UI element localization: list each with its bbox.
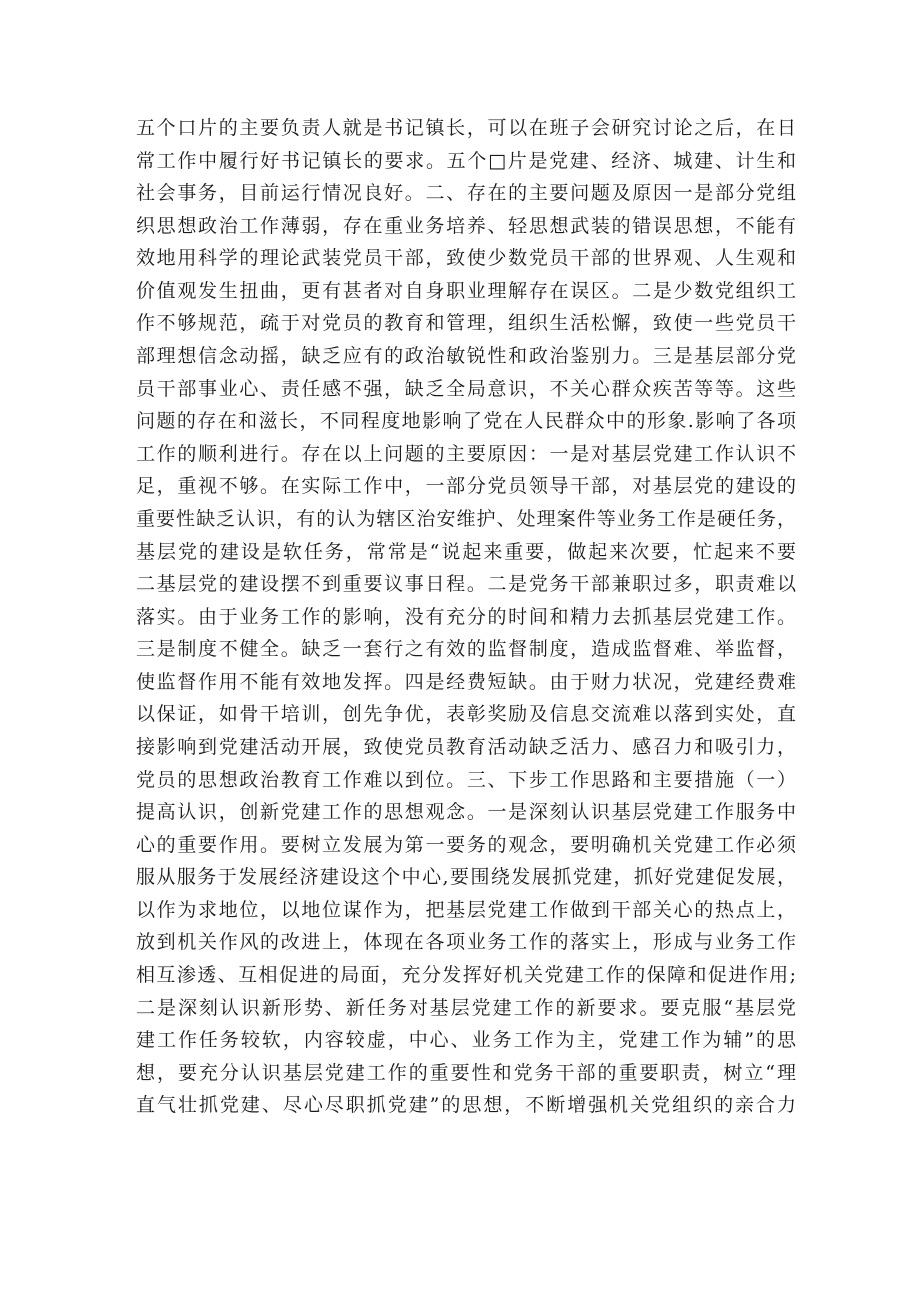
text-line: 基层党的建设是软任务，常常是“说起来重要，做起来次要，忙起来不要 bbox=[136, 540, 796, 563]
text-line: 效地用科学的理论武装党员干部，致使少数党员干部的世界观、人生观和 bbox=[136, 247, 796, 270]
text-line: 党员的思想政治教育工作难以到位。三、下步工作思路和主要措施（一） bbox=[136, 768, 796, 791]
text-line: 重要性缺乏认识，有的认为辖区治安维护、处理案件等业务工作是硬任务， bbox=[136, 507, 796, 530]
text-line: 以保证，如骨干培训，创先争优，表彰奖励及信息交流难以落到实处，直 bbox=[136, 703, 796, 726]
text-line: 相互渗透、互相促进的局面，充分发挥好机关党建工作的保障和促进作用; bbox=[136, 964, 796, 987]
text-line: 想，要充分认识基层党建工作的重要性和党务干部的重要职责，树立“理 bbox=[136, 1061, 796, 1084]
text-line: 员干部事业心、责任感不强，缺乏全局意识，不关心群众疾苦等等。这些 bbox=[136, 377, 796, 400]
text-line: 以作为求地位，以地位谋作为，把基层党建工作做到干部关心的热点上， bbox=[136, 898, 796, 921]
text-line: 部理想信念动摇，缺乏应有的政治敏锐性和政治鉴别力。三是基层部分党 bbox=[136, 345, 796, 368]
text-line: 直气壮抓党建、尽心尽职抓党建”的思想，不断增强机关党组织的亲合力 bbox=[136, 1094, 796, 1117]
text-line: 工作的顺利进行。存在以上问题的主要原因：一是对基层党建工作认识不 bbox=[136, 442, 796, 465]
text-line: 提高认识，创新党建工作的思想观念。一是深刻认识基层党建工作服务中 bbox=[136, 801, 796, 824]
text-line: 社会事务，目前运行情况良好。二、存在的主要问题及原因一是部分党组 bbox=[136, 182, 796, 205]
text-line: 价值观发生扭曲，更有甚者对自身职业理解存在误区。二是少数党组织工 bbox=[136, 279, 796, 302]
text-line: 作不够规范，疏于对党员的教育和管理，组织生活松懈，致使一些党员干 bbox=[136, 312, 796, 335]
text-line: 二是深刻认识新形势、新任务对基层党建工作的新要求。要克服“基层党 bbox=[136, 996, 796, 1019]
text-line: 放到机关作风的改进上，体现在各项业务工作的落实上，形成与业务工作 bbox=[136, 931, 796, 954]
text-line: 心的重要作用。要树立发展为第一要务的观念，要明确机关党建工作必须 bbox=[136, 833, 796, 856]
text-line: 五个口片的主要负责人就是书记镇长，可以在班子会研究讨论之后，在日 bbox=[136, 117, 796, 139]
text-line: 问题的存在和滋长，不同程度地影响了党在人民群众中的形象.影响了各项 bbox=[136, 410, 796, 433]
text-line: 接影响到党建活动开展，致使党员教育活动缺乏活力、感召力和吸引力， bbox=[136, 735, 796, 758]
text-line: 三是制度不健全。缺乏一套行之有效的监督制度，造成监督难、举监督， bbox=[136, 638, 796, 661]
text-line: 足，重视不够。在实际工作中，一部分党员领导干部，对基层党的建设的 bbox=[136, 475, 796, 498]
text-line: 织思想政治工作薄弱，存在重业务培养、轻思想武装的错误思想，不能有 bbox=[136, 214, 796, 237]
text-line: 落实。由于业务工作的影响，没有充分的时间和精力去抓基层党建工作。 bbox=[136, 605, 796, 628]
body-text bbox=[136, 112, 796, 1122]
text-line: 常工作中履行好书记镇长的要求。五个□片是党建、经济、城建、计生和 bbox=[136, 149, 796, 172]
text-line: 建工作任务较软，内容较虚，中心、业务工作为主，党建工作为辅”的思 bbox=[136, 1029, 796, 1052]
text-line: 二基层党的建设摆不到重要议事日程。二是党务干部兼职过多，职责难以 bbox=[136, 573, 796, 596]
text-line: 使监督作用不能有效地发挥。四是经费短缺。由于财力状况，党建经费难 bbox=[136, 670, 796, 693]
text-line: 服从服务于发展经济建设这个中心,要围绕发展抓党建，抓好党建促发展， bbox=[136, 866, 796, 889]
